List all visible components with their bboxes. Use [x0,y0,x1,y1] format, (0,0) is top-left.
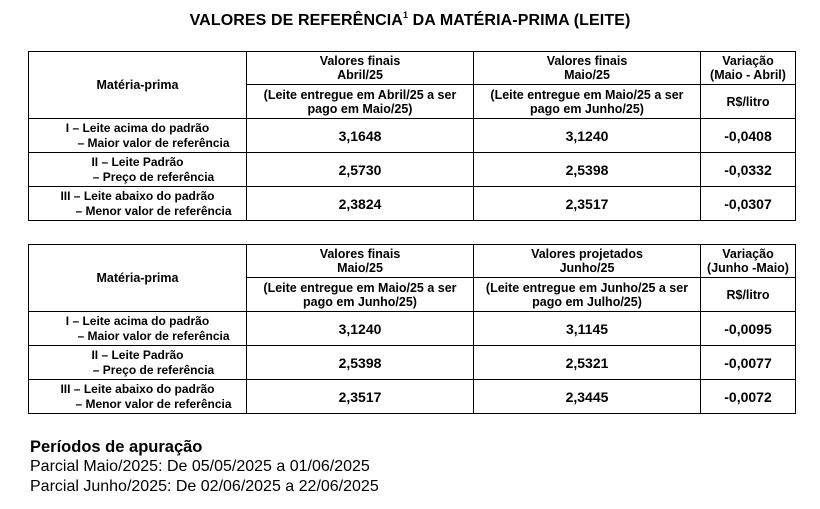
title-main: VALORES DE REFERÊNCIA [189,12,403,29]
variation-cell: -0,0307 [701,187,796,221]
row-label-description: – Maior valor de referência [77,135,230,150]
col-header-variation [701,245,796,278]
col-subheader-values-2: (Leite entregue em Maio/25 a ser pago em Junho/25) [474,85,701,119]
col-subheader-unit: R$/litro [701,278,796,312]
period-line-june: Parcial Junho/2025: De 02/06/2025 a 22/06/2025 [30,478,379,495]
variation-cell: -0,0072 [701,380,796,414]
table-row [29,187,796,221]
periods-heading: Períodos de apuração [30,438,203,456]
col-header-month: Junho/25 [559,261,615,275]
col-header-month: Maio/25 [337,261,383,275]
value-cell: 2,5398 [474,153,701,187]
value-cell: 2,5321 [474,346,701,380]
table-header-row [29,245,796,278]
row-label [29,119,247,153]
title-suffix: DA MATÉRIA-PRIMA (LEITE) [408,12,631,29]
row-label-description: – Preço de referência [92,362,215,377]
reference-table-april-may [28,51,796,221]
col-subheader-values-2: (Leite entregue em Junho/25 a ser pago em Julho/25) [474,278,701,312]
col-header-month: Maio/25 [564,68,610,82]
row-label [29,312,247,346]
col-subheader-values-1: (Leite entregue em Maio/25 a ser pago em Junho/25) [247,278,474,312]
title-footnote-marker: 1 [402,10,409,20]
period-line-may: Parcial Maio/2025: De 05/05/2025 a 01/06/2025 [30,458,370,475]
row-label-description: – Menor valor de referência [75,203,232,218]
row-label-category: I – Leite acima do padrão [65,120,210,135]
variation-cell: -0,0095 [701,312,796,346]
page-title [0,10,820,30]
col-header-period: (Junho -Maio) [707,261,789,275]
row-label-category: III – Leite abaixo do padrão [60,381,215,396]
col-header-period: (Maio - Abril) [710,68,786,82]
value-cell: 3,1145 [474,312,701,346]
row-label-description: – Preço de referência [92,169,215,184]
reference-table-may-june [28,244,796,414]
row-label-category: II – Leite Padrão [91,347,184,362]
periods-section [30,437,379,497]
row-label [29,187,247,221]
value-cell: 2,3824 [247,187,474,221]
value-cell: 3,1240 [247,312,474,346]
value-cell: 3,1240 [474,119,701,153]
row-label [29,153,247,187]
col-header-line: Valores finais [546,54,628,68]
row-label-description: – Menor valor de referência [75,396,232,411]
table-row [29,312,796,346]
value-cell: 2,3517 [247,380,474,414]
col-header-values-1 [247,52,474,85]
col-subheader-values-1: (Leite entregue em Abril/25 a ser pago em Maio/25) [247,85,474,119]
col-header-variation [701,52,796,85]
row-label [29,380,247,414]
table-row [29,119,796,153]
row-label-category: II – Leite Padrão [91,154,184,169]
row-label-category: III – Leite abaixo do padrão [60,188,215,203]
table-row [29,346,796,380]
col-subheader-unit: R$/litro [701,85,796,119]
col-header-values-1 [247,245,474,278]
col-header-line: Valores finais [319,54,401,68]
variation-cell: -0,0077 [701,346,796,380]
row-label-category: I – Leite acima do padrão [65,313,210,328]
value-cell: 2,5730 [247,153,474,187]
table-row [29,153,796,187]
variation-cell: -0,0408 [701,119,796,153]
variation-cell: -0,0332 [701,153,796,187]
col-header-values-2 [474,245,701,278]
col-header-line: Valores finais [319,247,401,261]
value-cell: 2,5398 [247,346,474,380]
row-label [29,346,247,380]
col-header-values-2 [474,52,701,85]
col-header-line: Variação [722,54,774,68]
col-header-line: Variação [722,247,774,261]
value-cell: 3,1648 [247,119,474,153]
value-cell: 2,3517 [474,187,701,221]
col-header-materia-prima: Matéria-prima [29,245,247,312]
value-cell: 2,3445 [474,380,701,414]
col-header-month: Abril/25 [337,68,383,82]
table-row [29,380,796,414]
col-header-line: Valores projetados [531,247,643,261]
table-header-row [29,52,796,85]
row-label-description: – Maior valor de referência [77,328,230,343]
col-header-materia-prima: Matéria-prima [29,52,247,119]
